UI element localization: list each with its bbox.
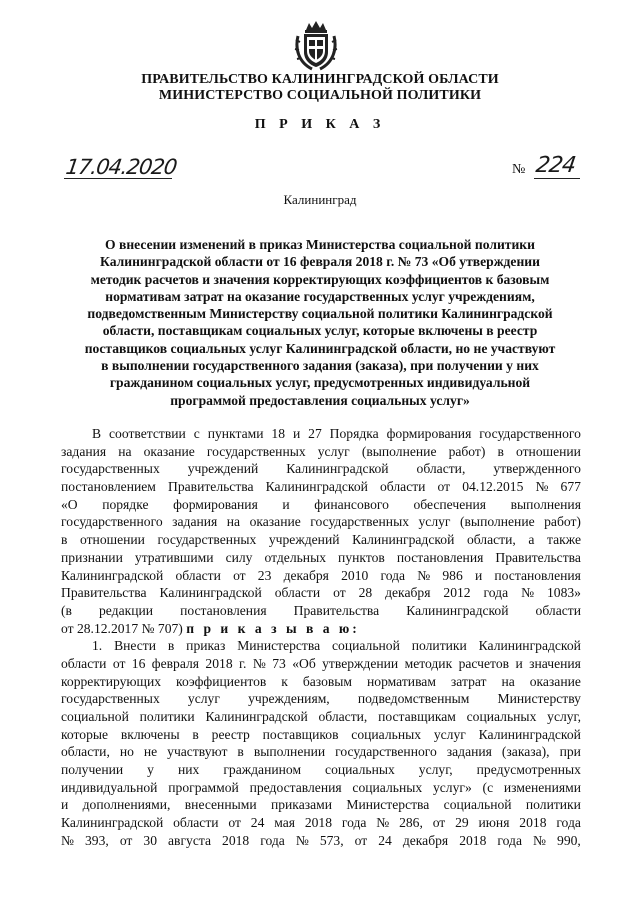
word: области, — [61, 744, 110, 760]
number-sign: № — [512, 162, 526, 177]
word: приказ — [186, 638, 226, 654]
word: 573, — [319, 832, 344, 848]
word: оказание — [249, 514, 301, 530]
subject-line: методик расчетов и значения корректирующих коэффициентов к базовым — [90, 271, 550, 287]
word: 27 — [308, 426, 322, 441]
word: оказание — [529, 673, 581, 689]
subject-line: поставщиков социальных услуг Калининградской области, но не участвуют — [84, 340, 556, 356]
word: предусмотренных — [476, 762, 581, 778]
word: дополнениями, — [82, 797, 171, 813]
word: выполнении — [253, 744, 326, 760]
word: «Об — [292, 655, 316, 671]
word: 18 — [271, 426, 286, 441]
word: учреждений — [268, 532, 340, 548]
word: области — [175, 567, 221, 583]
word: включены — [120, 726, 180, 742]
word: редакции — [99, 602, 154, 618]
order-date-field — [64, 155, 178, 182]
word: от — [432, 815, 446, 831]
word: пунктов — [338, 549, 385, 565]
word: № — [533, 832, 546, 848]
word: услуг — [187, 691, 220, 707]
word: порядке — [102, 496, 149, 512]
word: (заказа), — [501, 744, 550, 760]
word: социальных — [351, 726, 422, 742]
word: поставщикам — [378, 709, 456, 724]
word: расчетов — [458, 655, 510, 671]
word: 2018 — [205, 655, 233, 671]
word: также — [546, 532, 581, 548]
word: Калининградской — [286, 461, 389, 477]
word: № — [376, 815, 390, 831]
word: утвержденного — [493, 461, 581, 477]
document-type: П Р И К А З — [254, 117, 386, 132]
word: Калининградской — [159, 585, 262, 601]
word: значения — [529, 655, 581, 671]
word: июня — [478, 815, 510, 831]
word: области, — [416, 461, 466, 477]
word: Калининградской — [478, 638, 581, 654]
word: области — [274, 585, 321, 601]
word: политики — [139, 709, 195, 724]
word: № — [417, 567, 431, 583]
word: государственных — [61, 461, 160, 477]
subject-line: О внесении изменений в приказ Министерства социальной политики — [105, 237, 535, 252]
word: 990, — [557, 832, 581, 848]
word: 24 — [250, 815, 265, 831]
word: государственных — [206, 443, 306, 459]
word: 2018 — [459, 832, 487, 848]
word: Калининградской — [61, 567, 164, 583]
word: № — [535, 479, 549, 495]
body-line — [61, 655, 581, 673]
word: декабря — [402, 832, 449, 848]
body-line — [61, 673, 581, 691]
word: 677 — [560, 479, 581, 495]
word: государственных — [61, 691, 160, 707]
word: года — [380, 567, 406, 583]
word: услуг — [418, 514, 451, 530]
word: постановления — [180, 602, 267, 618]
subject-line: программой предоставления социальных услуг» — [170, 392, 470, 408]
word: не — [143, 744, 158, 760]
word: приказами — [270, 797, 333, 813]
word: от — [354, 832, 368, 848]
word: а — [528, 532, 535, 548]
government-title: ПРАВИТЕЛЬСТВО КАЛИНИНГРАДСКОЙ ОБЛАСТИ — [141, 72, 499, 87]
word: социальной — [443, 797, 512, 813]
word: выполнения — [510, 496, 581, 512]
word: утверждении — [322, 655, 399, 671]
word: 286, — [399, 815, 423, 831]
word: № — [521, 585, 535, 601]
word: Калининградской — [406, 602, 509, 618]
order-number-field — [512, 153, 580, 182]
body-line — [61, 478, 581, 496]
body-line-text: от 28.12.2017 № 707) — [61, 620, 183, 636]
word: государственных — [310, 514, 410, 530]
word: года — [497, 832, 522, 848]
word: соответствии — [109, 426, 186, 441]
word: (выполнение — [361, 443, 437, 459]
word: участвуют — [167, 744, 228, 760]
body-line — [61, 708, 581, 726]
word: государственных — [157, 532, 257, 548]
word: пунктами — [207, 426, 264, 441]
word: услуг, — [418, 762, 453, 778]
word: утратившими — [134, 549, 214, 565]
word: от — [119, 832, 133, 848]
body-line — [61, 779, 581, 797]
word: года — [483, 585, 509, 601]
word: услуг» — [432, 779, 472, 795]
word: но — [119, 744, 134, 760]
word: г. — [239, 655, 247, 671]
word: 16 — [131, 655, 146, 671]
word: (с — [482, 779, 494, 795]
word: области — [380, 479, 426, 495]
word: года — [260, 832, 285, 848]
word: государственного — [335, 744, 437, 760]
coat-of-arms-icon — [294, 20, 338, 72]
word: 73 — [272, 655, 286, 671]
word: «О — [61, 496, 78, 512]
word: Калининградской — [205, 709, 308, 724]
ministry-title: МИНИСТЕРСТВО СОЦИАЛЬНОЙ ПОЛИТИКИ — [158, 88, 482, 103]
word: 24 — [378, 832, 392, 848]
word: Министерства — [346, 797, 430, 813]
word: Министерству — [497, 691, 581, 707]
word: политики — [525, 797, 581, 813]
word: 1083» — [546, 585, 581, 601]
word: услуг, — [547, 709, 581, 724]
word: методик — [404, 655, 453, 671]
body-line — [61, 761, 581, 779]
word: государственного — [61, 514, 163, 530]
body-line — [61, 620, 581, 638]
word: декабря — [283, 567, 329, 583]
word: подведомственным — [357, 691, 470, 707]
word: от — [333, 585, 346, 601]
word: на — [501, 673, 515, 689]
word: реестр — [211, 726, 250, 742]
word: задания — [61, 443, 107, 459]
word: августа — [168, 832, 211, 848]
word: гражданином — [223, 762, 302, 778]
word: области, — [466, 532, 516, 548]
word: постановления — [396, 549, 484, 565]
word: корректирующих — [61, 673, 162, 689]
word: и — [474, 567, 483, 583]
body-line — [61, 425, 581, 443]
word: индивидуальной — [61, 779, 158, 795]
word: В — [92, 426, 102, 441]
word: коэффициентов — [176, 673, 267, 689]
word: силу — [225, 549, 253, 565]
body-line — [61, 796, 581, 814]
word: и — [292, 426, 301, 441]
word: признании — [61, 549, 123, 565]
word: социальных — [466, 709, 537, 724]
word: них — [177, 762, 200, 778]
word: к — [281, 673, 288, 689]
word: социальных — [325, 762, 395, 778]
word: Калининградской — [61, 815, 164, 831]
word: при — [559, 744, 581, 760]
word: программой — [168, 779, 239, 795]
word: постановления — [494, 567, 581, 583]
word: Правительства — [495, 549, 581, 565]
word: февраля — [151, 655, 200, 671]
ministry-header — [0, 72, 640, 104]
word: внесенными — [184, 797, 257, 813]
word: от — [112, 655, 126, 671]
word: работ) — [544, 514, 581, 530]
word: Порядка — [329, 426, 379, 441]
number-underline — [534, 178, 580, 179]
body-line — [61, 567, 581, 585]
word: базовым — [302, 673, 353, 689]
word: социальной — [332, 638, 400, 654]
word: от — [233, 567, 246, 583]
word: 2010 — [341, 567, 369, 583]
word: 30 — [143, 832, 157, 848]
body-line — [61, 637, 581, 655]
order-subject — [40, 236, 600, 409]
word: в — [497, 443, 504, 459]
order-date: 17.04.2020 — [64, 155, 178, 179]
word: отношении — [515, 443, 581, 459]
word: государственного — [479, 426, 581, 441]
subject-line: области, поставщикам социальных услуг, которые включены в реестр — [102, 323, 538, 339]
order-number: 224 — [534, 153, 577, 178]
word: поставщиков — [262, 726, 339, 742]
word: № — [295, 832, 309, 848]
word: затрат — [450, 673, 487, 689]
word: Внести — [114, 638, 157, 654]
body-line — [61, 531, 581, 549]
body-line — [61, 602, 581, 620]
word: в — [192, 726, 199, 742]
word: 986 — [442, 567, 463, 583]
body-line — [61, 832, 581, 850]
body-line — [61, 443, 581, 461]
word: Калининградской — [352, 532, 455, 548]
word: социальной — [61, 709, 129, 724]
word: формирования — [386, 426, 472, 441]
word: услуг — [317, 443, 350, 459]
word: и — [282, 496, 290, 512]
word: социальных — [352, 779, 423, 795]
word: и — [515, 655, 523, 671]
word: мая — [274, 815, 295, 831]
word: 2012 — [443, 585, 471, 601]
body-line — [61, 814, 581, 832]
word: у — [147, 762, 154, 778]
word: 04.12.2015 — [462, 479, 524, 495]
word: 393, — [85, 832, 109, 848]
subject-line: гражданином социальных услуг, предусмотренных индивидуальной — [109, 375, 531, 391]
word: работ) — [448, 443, 486, 459]
body-line — [61, 743, 581, 761]
word: постановлением — [61, 479, 156, 495]
word: политики — [411, 638, 467, 654]
word: учреждений — [187, 461, 259, 477]
body-line — [61, 726, 581, 744]
word: Правительства — [293, 602, 380, 618]
word: от — [437, 479, 451, 495]
word: Правительства — [61, 585, 147, 601]
word: области — [61, 655, 107, 671]
body-line — [61, 584, 581, 602]
word: области — [173, 815, 219, 831]
word: на — [226, 514, 241, 530]
word: 23 — [257, 567, 272, 583]
word: и — [61, 797, 69, 813]
word: (выполнение — [459, 514, 535, 530]
word: области — [535, 602, 581, 618]
word: № — [61, 832, 74, 848]
subject-line: Калининградской области от 16 февраля 2018 г. № 73 «Об утверждении — [100, 254, 540, 270]
word: предоставления — [249, 779, 342, 795]
word: Правительства — [168, 479, 254, 495]
word: оказание — [143, 443, 195, 459]
word: изменениями — [503, 779, 581, 795]
word: декабря — [385, 585, 431, 601]
word: отдельных — [264, 549, 327, 565]
word: Калининградской — [265, 479, 368, 495]
word: года — [341, 815, 367, 831]
word: области, — [318, 709, 368, 724]
subject-line: в выполнении государственного задания (заказа), при получении у них — [101, 358, 539, 374]
word: нормативам — [367, 673, 436, 689]
word: (в — [61, 602, 72, 618]
word: задания — [446, 744, 492, 760]
body-line — [61, 496, 581, 514]
order-word: п р и к а з ы в а ю: — [186, 620, 360, 636]
word: которые — [61, 726, 109, 742]
order-body — [61, 425, 581, 850]
word: 28 — [358, 585, 373, 601]
word: 29 — [455, 815, 469, 831]
date-underline — [64, 178, 172, 179]
city-name: Калининград — [283, 192, 357, 207]
subject-line: подведомственным Министерству социальной политики Калининградской — [87, 306, 553, 322]
body-line — [61, 513, 581, 531]
body-line — [61, 460, 581, 478]
word: от — [228, 815, 241, 831]
word: 2018 — [222, 832, 250, 848]
word: формирования — [173, 496, 258, 512]
word: получении — [61, 762, 124, 778]
word: Калининградской — [478, 726, 581, 742]
word: 1. — [92, 638, 103, 654]
word: 2018 — [304, 815, 332, 831]
word: на — [118, 443, 132, 459]
word: в — [167, 638, 175, 654]
word: с — [193, 426, 200, 441]
word: учреждениям, — [248, 691, 330, 707]
word: в — [237, 744, 244, 760]
word: Министерства — [237, 638, 321, 654]
subject-line: нормативам затрат на оказание государственных услуг учреждениям, — [105, 288, 535, 304]
word: финансового — [314, 496, 389, 512]
word: задания — [172, 514, 218, 530]
word: года — [556, 815, 581, 831]
word: обеспечения — [413, 496, 487, 512]
body-line — [61, 549, 581, 567]
body-line — [61, 690, 581, 708]
word: 2018 — [519, 815, 547, 831]
word: услуг — [433, 726, 466, 742]
word: № — [252, 655, 266, 671]
word: в — [61, 532, 68, 548]
word: отношении — [80, 532, 145, 548]
